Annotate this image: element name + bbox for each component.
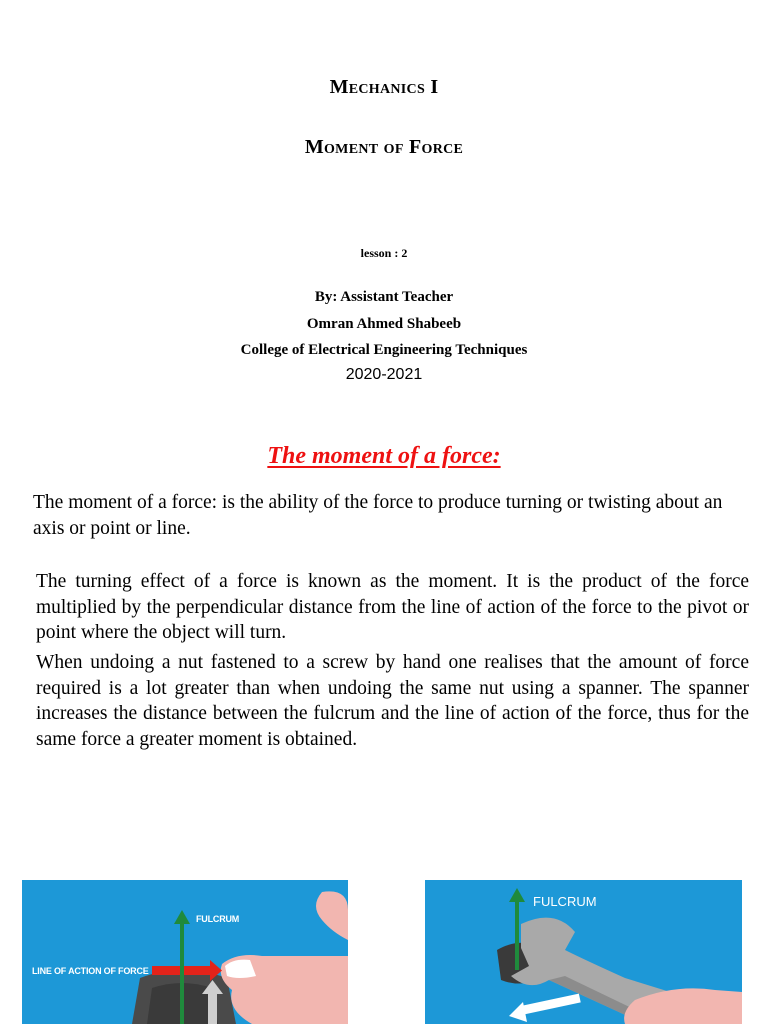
fulcrum-label: FULCRUM [196, 914, 240, 924]
author-college: College of Electrical Engineering Techniques [240, 342, 528, 358]
course-title: Mechanics I [329, 76, 439, 98]
fulcrum-label: FULCRUM [533, 894, 597, 909]
push-arrow-shaft [208, 992, 217, 1024]
spanner-paragraph: When undoing a nut fastened to a screw by hand one realises that the amount of force required is a lot greater than when undoing the same nut using a spanner. The spanner increases the distance between the fulcrum and the line of action of the force, thus for the same force a greater moment is obtained. [36, 652, 749, 750]
force-arrow-head [509, 1002, 527, 1022]
fulcrum-arrow-head [509, 888, 525, 902]
author-role: By: Assistant Teacher [314, 289, 454, 305]
fulcrum-arrow-head [174, 910, 190, 924]
definition-paragraph: The moment of a force: is the ability of the force to produce turning or twisting about an axis or point or line. [33, 492, 723, 539]
author-block [0, 284, 768, 364]
turning-effect-paragraph: The turning effect of a force is known as the moment. It is the product of the force multiplied by the perpendicular distance from the line of action of the force to the pivot or point where the object will turn. [36, 571, 749, 643]
topic-title: Moment of Force [304, 136, 464, 158]
force-arrow-shaft [520, 994, 581, 1015]
academic-year: 2020-2021 [345, 366, 423, 383]
fulcrum-arrow-shaft [515, 900, 519, 970]
spanner-illustration [425, 880, 742, 1024]
lesson-number: lesson : 2 [360, 246, 408, 260]
author-name: Omran Ahmed Shabeeb [306, 315, 462, 332]
hand-nut-illustration [22, 880, 348, 1024]
line-of-action-label: LINE OF ACTION OF FORCE [32, 966, 149, 976]
fulcrum-arrow-shaft [180, 922, 184, 1024]
hand-nut-drawing [22, 880, 348, 1024]
fingertip-shape [316, 891, 348, 940]
section-heading: The moment of a force: [267, 443, 501, 469]
